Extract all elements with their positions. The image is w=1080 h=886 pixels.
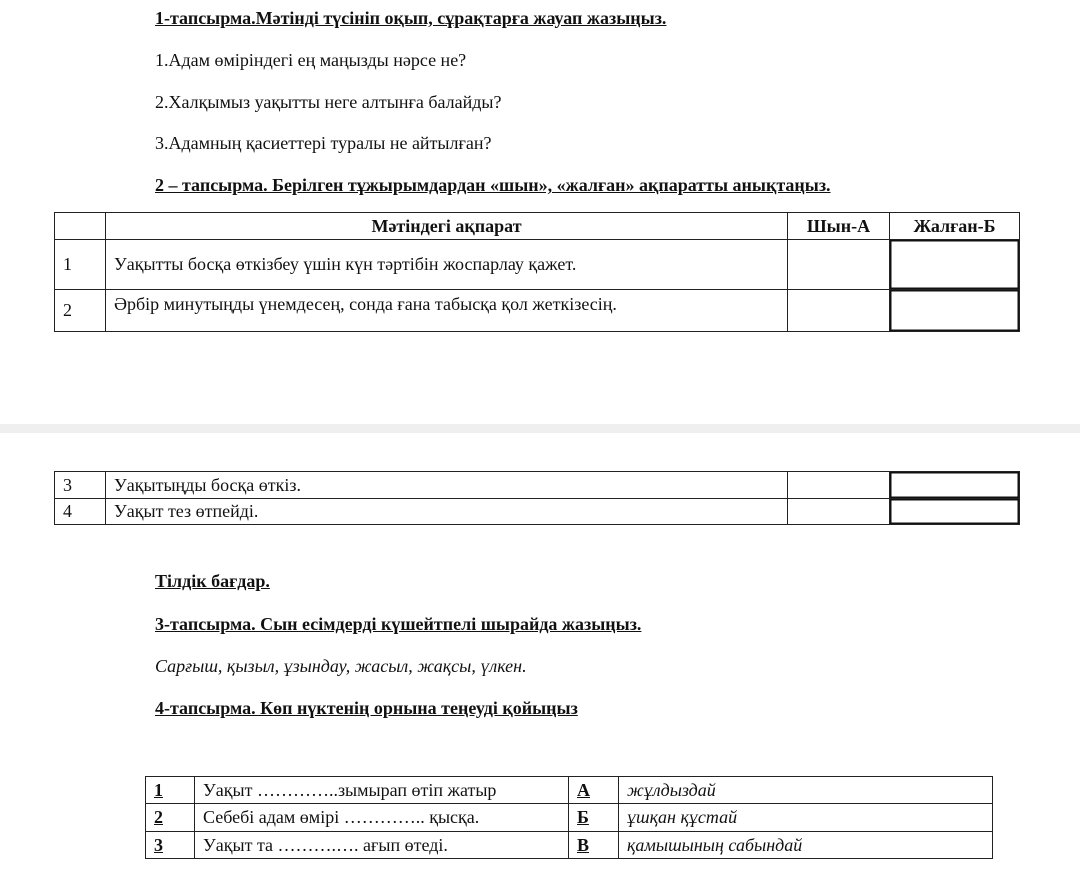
row-num: 2 xyxy=(55,290,106,332)
false-cell[interactable] xyxy=(890,472,1020,499)
false-cell[interactable] xyxy=(890,240,1020,290)
table-row xyxy=(146,804,993,832)
task3-title: 3-тапсырма. Сын есімдерді күшейтпелі шырайда жазыңыз. xyxy=(155,614,642,634)
question-1: 1.Адам өміріндегі ең маңызды нәрсе не? xyxy=(155,50,467,70)
task1-title: 1-тапсырма.Мәтінді түсініп оқып, сұрақтарға жауап жазыңыз. xyxy=(155,8,667,28)
row-num: 2 xyxy=(146,804,195,832)
option-text: қамышының сабындай xyxy=(619,832,993,859)
row-num: 1 xyxy=(146,777,195,804)
true-false-table-continued xyxy=(54,471,1020,525)
row-text: Уақытты босқа өткізбеу үшін күн тәртібін жоспарлау қажет. xyxy=(106,240,788,290)
table-row xyxy=(55,290,1020,332)
row-text: Уақыт тез өтпейді. xyxy=(106,499,788,525)
row-text: Уақыт та ……….…. ағып өтеді. xyxy=(195,832,569,859)
row-text: Уақытыңды босқа өткіз. xyxy=(106,472,788,499)
true-cell[interactable] xyxy=(788,290,890,332)
question-2: 2.Халқымыз уақытты неге алтынға балайды? xyxy=(155,92,502,112)
row-num: 4 xyxy=(55,499,106,525)
task3-words: Сарғыш, қызыл, ұзындау, жасыл, жақсы, үлкен. xyxy=(155,656,527,676)
task4-title: 4-тапсырма. Көп нүктенің орнына теңеуді қойыңыз xyxy=(155,698,578,718)
table-row xyxy=(55,240,1020,290)
true-cell[interactable] xyxy=(788,472,890,499)
false-cell[interactable] xyxy=(890,499,1020,525)
row-text: Уақыт …………..зымырап өтіп жатыр xyxy=(195,777,569,804)
header-num xyxy=(55,213,106,240)
row-num: 3 xyxy=(55,472,106,499)
table-row xyxy=(55,499,1020,525)
option-text: жұлдыздай xyxy=(619,777,993,804)
section-title: Тілдік бағдар. xyxy=(155,571,270,591)
question-3: 3.Адамның қасиеттері туралы не айтылған? xyxy=(155,133,492,153)
table-row xyxy=(146,832,993,859)
task2-title: 2 – тапсырма. Берілген тұжырымдардан «шын», «жалған» ақпаратты анықтаңыз. xyxy=(155,175,831,195)
true-false-table xyxy=(54,212,1020,332)
page-break xyxy=(0,424,1080,433)
table-row xyxy=(146,777,993,804)
table-row xyxy=(55,472,1020,499)
true-cell[interactable] xyxy=(788,240,890,290)
row-num: 3 xyxy=(146,832,195,859)
option-letter: В xyxy=(569,832,619,859)
header-true: Шын-А xyxy=(788,213,890,240)
header-false: Жалған-Б xyxy=(890,213,1020,240)
header-info: Мәтіндегі ақпарат xyxy=(106,213,788,240)
false-cell[interactable] xyxy=(890,290,1020,332)
true-cell[interactable] xyxy=(788,499,890,525)
option-letter: Б xyxy=(569,804,619,832)
option-text: ұшқан құстай xyxy=(619,804,993,832)
row-num: 1 xyxy=(55,240,106,290)
row-text: Себебі адам өмірі ………….. қысқа. xyxy=(195,804,569,832)
row-text: Әрбір минутыңды үнемдесең, сонда ғана табысқа қол жеткізесің. xyxy=(106,290,788,332)
option-letter: А xyxy=(569,777,619,804)
matching-table xyxy=(145,776,993,859)
